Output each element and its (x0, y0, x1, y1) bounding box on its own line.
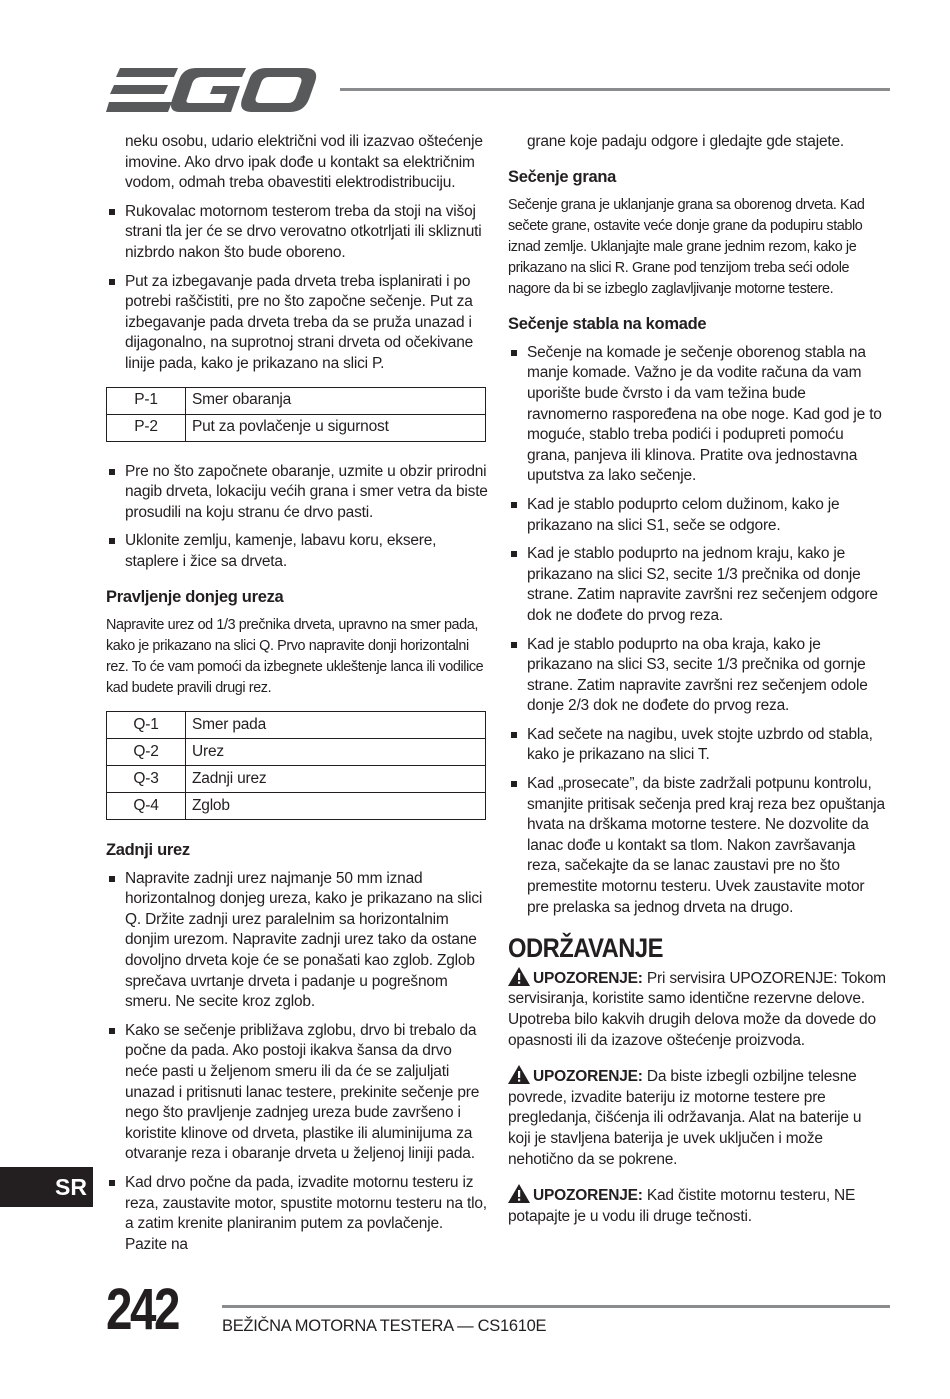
legend-code: P-1 (107, 387, 186, 414)
bullet-icon (109, 279, 115, 285)
page-header (0, 0, 950, 130)
bullet-icon (511, 551, 517, 557)
legend-label: Zglob (186, 793, 486, 820)
legend-label: Smer obaranja (186, 387, 486, 414)
warning-text: Kad čistite motornu testeru, NE potapajte je u vodu ili druge tečnosti. (508, 1187, 856, 1225)
list-item: Kad je stablo poduprto na jednom kraju, kako je prikazano na slici S2, secite 1/3 prečnika od donje strane. Zatim napravite završni rez sečenjem odgore dok ne dođete do prvog reza. (508, 544, 886, 626)
table-row (107, 766, 486, 793)
page-number: 242 (106, 1277, 178, 1342)
warning-triangle-icon (508, 1184, 530, 1203)
bullet-icon (511, 642, 517, 648)
bullet-icon (109, 1028, 115, 1034)
warning-paragraph (508, 1065, 886, 1170)
ego-logo (106, 66, 318, 114)
heading-back-cut: Zadnji urez (106, 841, 190, 860)
legend-label: Urez (186, 739, 486, 766)
list-item: Kad „prosecate”, da biste zadržali potpunu kontrolu, smanjite pritisak sečenja pred kraj reza bez opuštanja hvata na drškama motorne testere. Ne dozvolite da lanac dođe u kontakt sa tlom. Nakon završavanja reza, sačekajte da se lanac zaustavi pre no što premestite motornu testeru. Uvek zaustavite motor pre prelaska sa jednog drveta na drugo. (508, 774, 886, 918)
list-item: Kad je stablo poduprto na oba kraja, kako je prikazano na slici S3, secite 1/3 prečnika od gornje strane. Zatim napravite završni rez sečenjem odole donje 2/3 dok ne dođete do prvog reza. (508, 635, 886, 717)
list-item: Kad drvo počne da pada, izvadite motornu testeru iz reza, zaustavite motor, spustite motornu testeru na tlo, a zatim krenite planiranim putem za povlačenje. Pazite na (106, 1173, 488, 1255)
list-item: Uklonite zemlju, kamenje, labavu koru, eksere, staplere i žice sa drveta. (106, 531, 488, 572)
heading-bucking: Sečenje stabla na komade (508, 315, 707, 334)
table-row (107, 793, 486, 820)
heading-notch: Pravljenje donjeg ureza (106, 587, 284, 606)
bullet-icon (511, 781, 517, 787)
list-item: Pre no što započnete obaranje, uzmite u obzir prirodni nagib drveta, lokaciju većih grana i smer vetra da biste prosudili na koju stranu će drvo pasti. (106, 462, 488, 524)
warning-triangle-icon (508, 1065, 530, 1084)
legend-label: Zadnji urez (186, 766, 486, 793)
bullet-icon (109, 209, 115, 215)
list-item: Sečenje na komade je sečenje oborenog stabla na manje komade. Važno je da vodite računa da vam uporište bude čvrsto i da vam težina bude ravnomerno raspoređena na obe noge. Kad god je to moguće, stablo treba podići i poduprеti pomoću grana, panjeva ili klinova. Pratite ova jednostavna uputstva za lako sečenje. (508, 343, 886, 487)
list-item: Kad sečete na nagibu, uvek stojte uzbrdo od stabla, kako je prikazano na slici T. (508, 725, 886, 766)
list-item: Rukovalac motornom testerom treba da stoji na višoj strani tla jer će se drvo verovatno otkotrljati ili skliznuti nizbrdo nakon što bude oboreno. (106, 202, 488, 264)
warning-text: Pri servisira UPOZORENJE: Tokom servisiranja, koristite samo identične rezervne delove. Upotreba bilo kakvih drugih delova može da dovede do opasnosti ili da izazove oštećenje proizvoda. (508, 969, 886, 1049)
bullet-icon (511, 732, 517, 738)
continuation-paragraph: grane koje padaju odgore i gledajte gde stajete. (527, 133, 845, 150)
bullet-icon (109, 1180, 115, 1186)
legend-code: Q-2 (107, 739, 186, 766)
legend-code: P-2 (107, 414, 186, 441)
warning-triangle-icon (508, 967, 530, 986)
legend-code: Q-1 (107, 712, 186, 739)
footer-title: BEŽIČNA MOTORNA TESTERA — CS1610E (222, 1317, 547, 1335)
legend-table-p (106, 387, 486, 442)
language-tab: SR (0, 1167, 93, 1207)
table-row (107, 739, 486, 766)
section-title-maintenance: ODRŽAVANJE (508, 933, 663, 964)
list-item: Napravite zadnji urez najmanje 50 mm iznad horizontalnog donjeg ureza, kako je prikazano na slici Q. Držite zadnji urez paralelnim sa horizontalnim donjim urezom. Napravite zadnji urez tako da ostane dovoljno drveta koje će se ponašati kao zglob. Zglob sprečava uvrtanje drveta i padanje u pogrešnom smeru. Ne secite kroz zglob. (106, 869, 488, 1013)
list-item: Put za izbegavanje pada drveta treba isplanirati i po potrebi raščistiti, pre no što započne sečenje. Put za izbegavanje pada drveta treba da se pruža unazad i dijagonalno, na suprotnoj strani drveta od očekivane linije pada, kako je prikazano na slici P. (106, 272, 488, 375)
header-rule (340, 88, 890, 91)
bullet-icon (511, 350, 517, 356)
warning-paragraph (508, 967, 886, 1051)
bullet-icon (109, 538, 115, 544)
warning-label: UPOZORENJE: (533, 1187, 643, 1205)
table-row (107, 387, 486, 414)
bullet-icon (109, 876, 115, 882)
legend-code: Q-4 (107, 793, 186, 820)
left-column (106, 132, 488, 1263)
intro-paragraph: neku osobu, udario električni vod ili izazvao oštećenje imovine. Ako drvo ipak dođe u kontakt sa električnim vodom, odmah treba obavestiti elektrodistribuciju. (125, 133, 483, 192)
legend-table-q (106, 711, 486, 820)
warning-label: UPOZORENJE: (533, 1068, 643, 1086)
right-column (508, 132, 886, 1241)
footer-rule (222, 1305, 890, 1308)
bullet-icon (511, 502, 517, 508)
table-row (107, 712, 486, 739)
notch-paragraph: Napravite urez od 1/3 prečnika drveta, upravno na smer pada, kako je prikazano na slici Q. Prvo napravite donji horizontalni rez. To će vam pomoći da izbegnete ukleštenje lanca ili vodilice kad budete pravili drugi rez. (106, 617, 484, 697)
bullet-icon (109, 469, 115, 475)
list-item: Kako se sečenje približava zglobu, drvo bi trebalo da počne da pada. Ako postoji ikakva šansa da drvo neće pasti u željenom smeru ili da će se zaljuljati unazad i pritisnuti lanac testere, prekinite sečenje pre nego što pravljenje zadnjeg ureza bude završeno i koristite klinove od drveta, plastike ili aluminijuma za otvaranje reza i obaranje drveta u željenoj liniji pada. (106, 1021, 488, 1165)
heading-limbing: Sečenje grana (508, 167, 616, 186)
warning-text: Da biste izbegli ozbiljne telesne povrede, izvadite bateriju iz motorne testere pre pregledanja, čišćenja ili održavanja. Alat na baterije u koji je stavljena baterija je uvek uključen i može nehotično da se pokrene. (508, 1068, 862, 1168)
warning-label: UPOZORENJE: (533, 969, 643, 987)
legend-label: Smer pada (186, 712, 486, 739)
legend-code: Q-3 (107, 766, 186, 793)
legend-label: Put za povlačenje u sigurnost (186, 414, 486, 441)
table-row (107, 414, 486, 441)
list-item: Kad je stablo poduprto celom dužinom, kako je prikazano na slici S1, seče se odgore. (508, 495, 886, 536)
warning-paragraph (508, 1184, 886, 1227)
limbing-paragraph: Sečenje grana je uklanjanje grana sa oborenog drveta. Kad sečete grane, ostavite veće donje grane da podupiru stablo iznad zemlje. Uklanjajte male grane jednim rezom, kako je prikazano na slici R. Grane pod tenzijom treba seći odole nagore da bi se izbeglo zaglavljivanje motorne testere. (508, 197, 865, 298)
